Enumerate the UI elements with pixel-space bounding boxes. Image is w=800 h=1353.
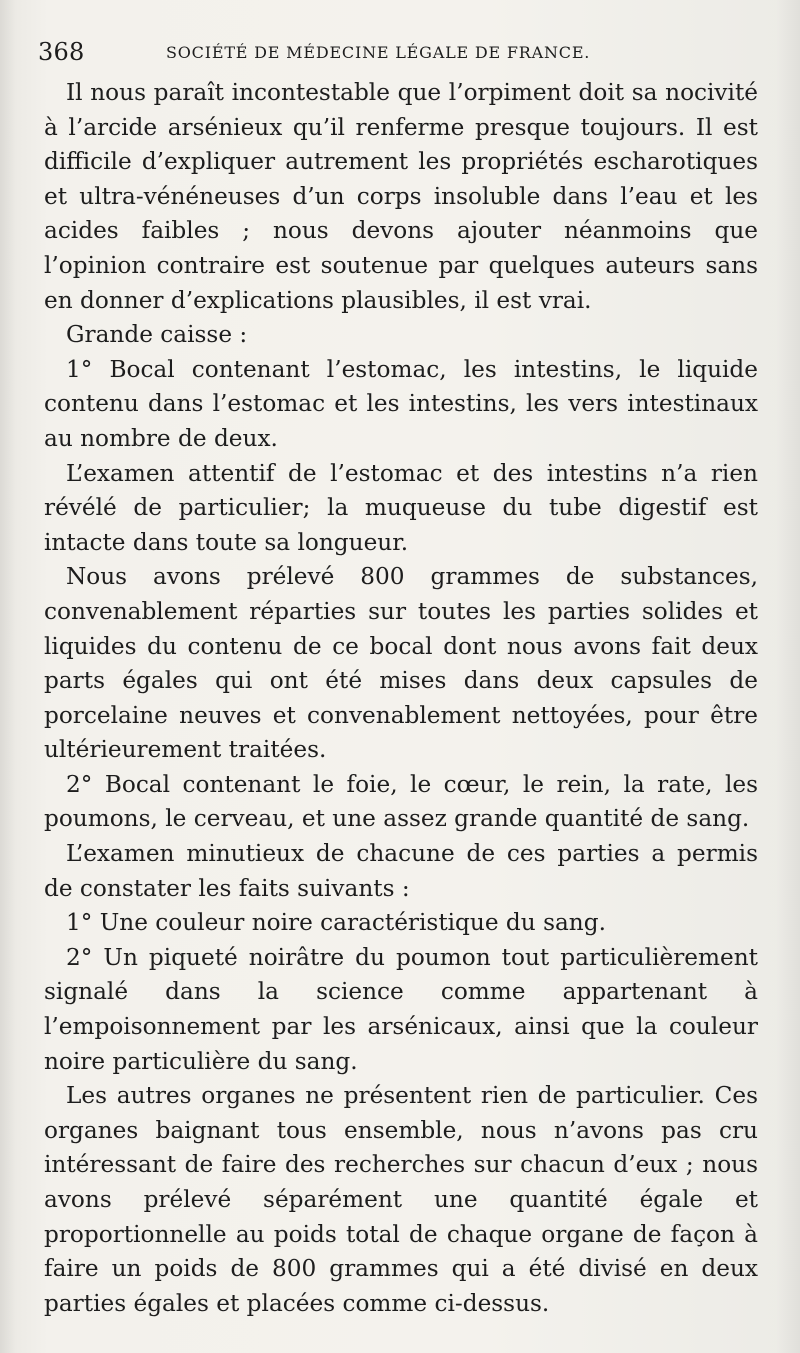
paragraph-bocal-1: 1° Bocal contenant l’estomac, les intestins, le liquide contenu dans l’estomac et les intestins, les vers intestinaux au nombre de deux. (44, 355, 758, 452)
paragraph-orpiment: Il nous paraît incontestable que l’orpiment doit sa nocivité à l’arcide arsénieux qu’il renferme presque toujours. Il est difficile d’expliquer autrement les propriétés escharotiques et ultra-vénéneuses d’un corps insoluble dans l’eau et les acides faibles ; nous devons ajouter néanmoins que l’opinion contraire est soutenue par quelques auteurs sans en donner d’explications plausibles, il est vrai. (44, 79, 758, 314)
page-left-shadow (0, 0, 16, 1353)
page-body (44, 76, 758, 1321)
paragraph-grande-caisse: Grande caisse : (66, 321, 248, 349)
paragraph-fait-2: 2° Un piqueté noirâtre du poumon tout particulièrement signalé dans la science comme appartenant à l’empoisonnement par les arsénicaux, ainsi que la couleur noire particulière du sang. (44, 943, 758, 1075)
paragraph-autres-organes: Les autres organes ne présentent rien de particulier. Ces organes baignant tous ensemble, nous n’avons pas cru intéressant de faire des recherches sur chacun d’eux ; nous avons prélevé séparément une quantité égale et proportionnelle au poids total de chaque organe de façon à faire un poids de 800 grammes qui a été divisé en deux parties égales et placées comme ci-dessus. (44, 1082, 758, 1317)
paragraph-bocal-2: 2° Bocal contenant le foie, le cœur, le rein, la rate, les poumons, le cerveau, et une assez grande quantité de sang. (44, 770, 758, 833)
paragraph-examen-estomac: L’examen attentif de l’estomac et des intestins n’a rien révélé de particulier; la muqueuse du tube digestif est intacte dans toute sa longueur. (44, 459, 758, 556)
running-title: SOCIÉTÉ DE MÉDECINE LÉGALE DE FRANCE. (166, 43, 591, 62)
page-number: 368 (38, 38, 85, 66)
paragraph-prelevement-1: Nous avons prélevé 800 grammes de substances, convenablement réparties sur toutes les parties solides et liquides du contenu de ce bocal dont nous avons fait deux parts égales qui ont été mises dans deux capsules de porcelaine neuves et convenablement nettoyées, pour être ultérieurement traitées. (44, 563, 758, 764)
paragraph-examen-organes: L’examen minutieux de chacune de ces parties a permis de constater les faits suivants : (44, 840, 758, 902)
paragraph-fait-1: 1° Une couleur noire caractéristique du sang. (66, 909, 606, 937)
page-right-shadow (776, 0, 800, 1353)
page-header (38, 34, 758, 70)
